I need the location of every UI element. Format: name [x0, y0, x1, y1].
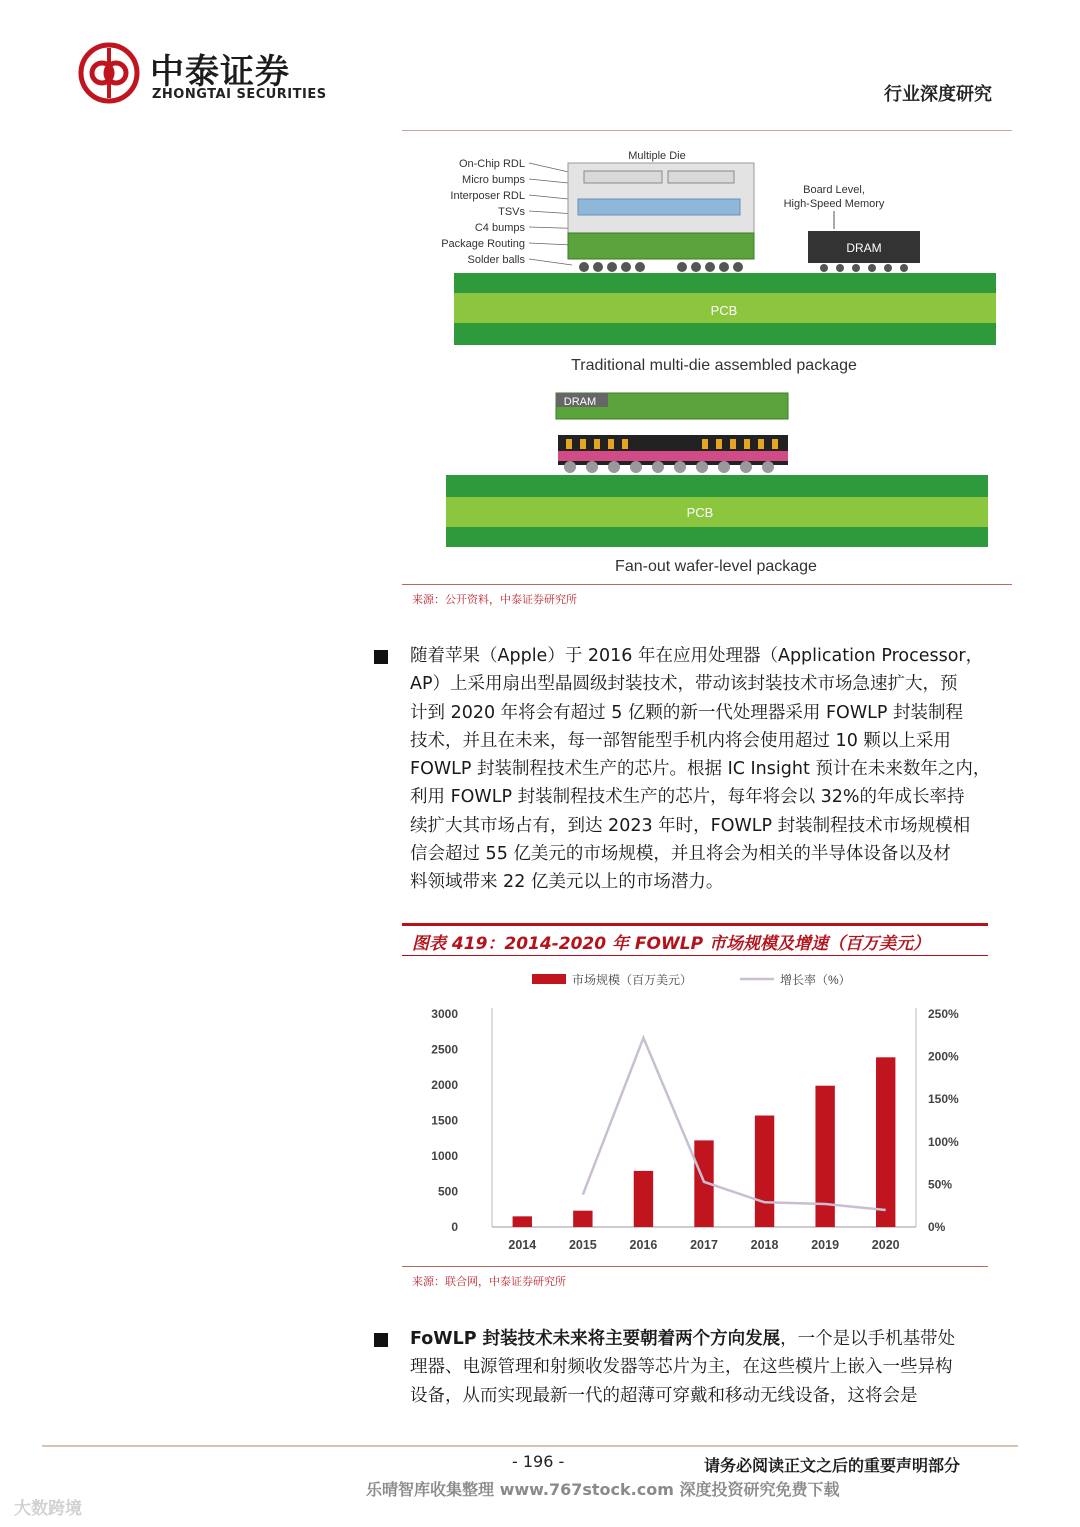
- left-tick-label: 0: [451, 1220, 458, 1234]
- watermark-brand: 大数跨境: [14, 1499, 82, 1519]
- paragraph-line: FOWLP 封装制程技术生产的芯片。根据 IC Insight 预计在未来数年之内，: [410, 759, 991, 780]
- bullet-square: [374, 1333, 388, 1347]
- brand-name-cn: 中泰证券: [150, 52, 290, 92]
- left-tick-label: 3000: [431, 1007, 458, 1021]
- x-tick-label: 2020: [871, 1238, 900, 1252]
- label-high-speed-memory: High-Speed Memory: [783, 198, 885, 210]
- bar-series: [513, 1057, 896, 1227]
- report-type: 行业深度研究: [884, 84, 992, 105]
- left-tick-label: 2500: [431, 1042, 458, 1057]
- legend-label-bar: 市场规模（百万美元）: [572, 973, 693, 987]
- disclaimer: 请务必阅读正文之后的重要声明部分: [704, 1456, 961, 1475]
- left-axis-ticks: [431, 1007, 458, 1234]
- left-tick-label: 500: [437, 1184, 458, 1199]
- chart-title-rule-top: [402, 923, 988, 926]
- x-tick-label: 2015: [568, 1238, 597, 1252]
- legend-swatch-bar: [532, 974, 566, 984]
- right-tick-label: 0%: [928, 1220, 946, 1234]
- bar-2015: [573, 1211, 592, 1227]
- label-package-routing: Package Routing: [441, 238, 525, 250]
- label-on-chip-rdl: On-Chip RDL: [458, 158, 525, 170]
- x-tick-label: 2017: [690, 1238, 718, 1252]
- right-tick-label: 50%: [928, 1177, 953, 1192]
- fowlp-market-chart: [402, 960, 992, 1265]
- right-tick-label: 200%: [928, 1049, 959, 1064]
- footer-divider: [42, 1445, 1018, 1447]
- bullet-square: [374, 650, 388, 664]
- caption-fanout: Fan-out wafer-level package: [615, 558, 817, 575]
- dram-label-top: DRAM: [846, 241, 882, 255]
- label-solder-balls: Solder balls: [467, 254, 525, 266]
- paragraph-line-rest: ，一个是以手机基带处: [780, 1329, 956, 1349]
- paragraph-line: 随着苹果（Apple）于 2016 年在应用处理器（Application Processor，: [410, 646, 984, 666]
- page-number: - 196 -: [512, 1452, 565, 1471]
- x-tick-label: 2016: [629, 1238, 658, 1252]
- bar-2020: [876, 1057, 895, 1227]
- label-micro-bumps: Micro bumps: [462, 174, 525, 186]
- label-c4-bumps: C4 bumps: [474, 222, 525, 234]
- chart-source: 来源：联合网，中泰证券研究所: [412, 1275, 566, 1288]
- paragraph-line: [410, 1325, 1005, 1353]
- line-series: [583, 1038, 886, 1210]
- bar-2016: [634, 1171, 653, 1227]
- right-tick-label: 100%: [928, 1134, 959, 1149]
- label-interposer-rdl: Interposer RDL: [450, 190, 525, 202]
- label-board-level: Board Level,: [803, 184, 865, 196]
- figure-source-divider: [402, 584, 1012, 585]
- x-tick-label: 2018: [750, 1238, 779, 1252]
- x-tick-label: 2014: [508, 1238, 537, 1252]
- header-divider: [402, 130, 1012, 131]
- figure-source: 来源：公开资料，中泰证券研究所: [412, 593, 577, 606]
- watermark-url: 乐晴智库收集整理 www.767stock.com 深度投资研究免费下载: [366, 1480, 840, 1499]
- paragraph-line: 信会超过 55 亿美元的市场规模，并且将会为相关的半导体设备以及材: [410, 844, 951, 865]
- pcb-label-top: PCB: [710, 303, 738, 318]
- chart-title-rule-bottom: [402, 955, 988, 956]
- paragraph-line: AP）上采用扇出型晶圆级封装技术，带动该封装技术市场急速扩大，预: [410, 674, 958, 695]
- chart-title: 图表 419：2014-2020 年 FOWLP 市场规模及增速（百万美元）: [412, 934, 930, 954]
- right-tick-label: 250%: [928, 1007, 959, 1021]
- chart-legend: [532, 972, 851, 987]
- x-tick-label: 2019: [811, 1238, 840, 1252]
- growth-rate-line: [583, 1038, 886, 1210]
- legend-label-line: 增长率（%）: [780, 973, 851, 987]
- paragraph-line: 设备，从而实现最新一代的超薄可穿戴和移动无线设备，这将会是: [410, 1385, 918, 1406]
- bar-2018: [755, 1116, 774, 1227]
- left-tick-label: 1500: [431, 1113, 458, 1128]
- paragraph-line: 技术，并且在未来，每一部智能型手机内将会使用超过 10 颗以上采用: [410, 730, 951, 751]
- x-axis-ticks: [508, 1238, 899, 1252]
- paragraph-line: 料领域带来 22 亿美元以上的市场潜力。: [410, 872, 724, 893]
- caption-traditional: Traditional multi-die assembled package: [571, 357, 857, 374]
- zhongtai-logo: [78, 42, 140, 104]
- bar-2014: [513, 1216, 532, 1227]
- paragraph-line: 理器、电源管理和射频收发器等芯片为主，在这些模片上嵌入一些异构: [410, 1357, 953, 1378]
- label-multiple-die: Multiple Die: [628, 150, 686, 162]
- brand-name-en: ZHONGTAI SECURITIES: [152, 87, 327, 102]
- right-axis-ticks: [928, 1007, 959, 1234]
- left-tick-label: 2000: [431, 1078, 458, 1092]
- paragraph-line: 利用 FOWLP 封装制程技术生产的芯片，每年将会以 32%的年成长率持: [410, 787, 965, 808]
- pcb-label-fanout: PCB: [686, 505, 714, 520]
- dram-label-fanout: DRAM: [563, 396, 597, 408]
- paragraph-fowlp-directions: [410, 1325, 1005, 1410]
- paragraph-line: 计到 2020 年将会有超过 5 亿颗的新一代处理器采用 FOWLP 封装制程: [410, 702, 963, 723]
- paragraph-lead: FoWLP 封装技术未来将主要朝着两个方向发展: [410, 1329, 781, 1349]
- paragraph-fowlp-market: [410, 642, 1005, 897]
- right-tick-label: 150%: [928, 1092, 959, 1107]
- paragraph-line: 续扩大其市场占有，到达 2023 年时，FOWLP 封装制程技术市场规模相: [410, 815, 971, 836]
- chart-source-divider: [402, 1266, 988, 1267]
- package-diagram: [402, 135, 1012, 583]
- label-tsvs: TSVs: [498, 206, 525, 218]
- left-tick-label: 1000: [431, 1149, 458, 1163]
